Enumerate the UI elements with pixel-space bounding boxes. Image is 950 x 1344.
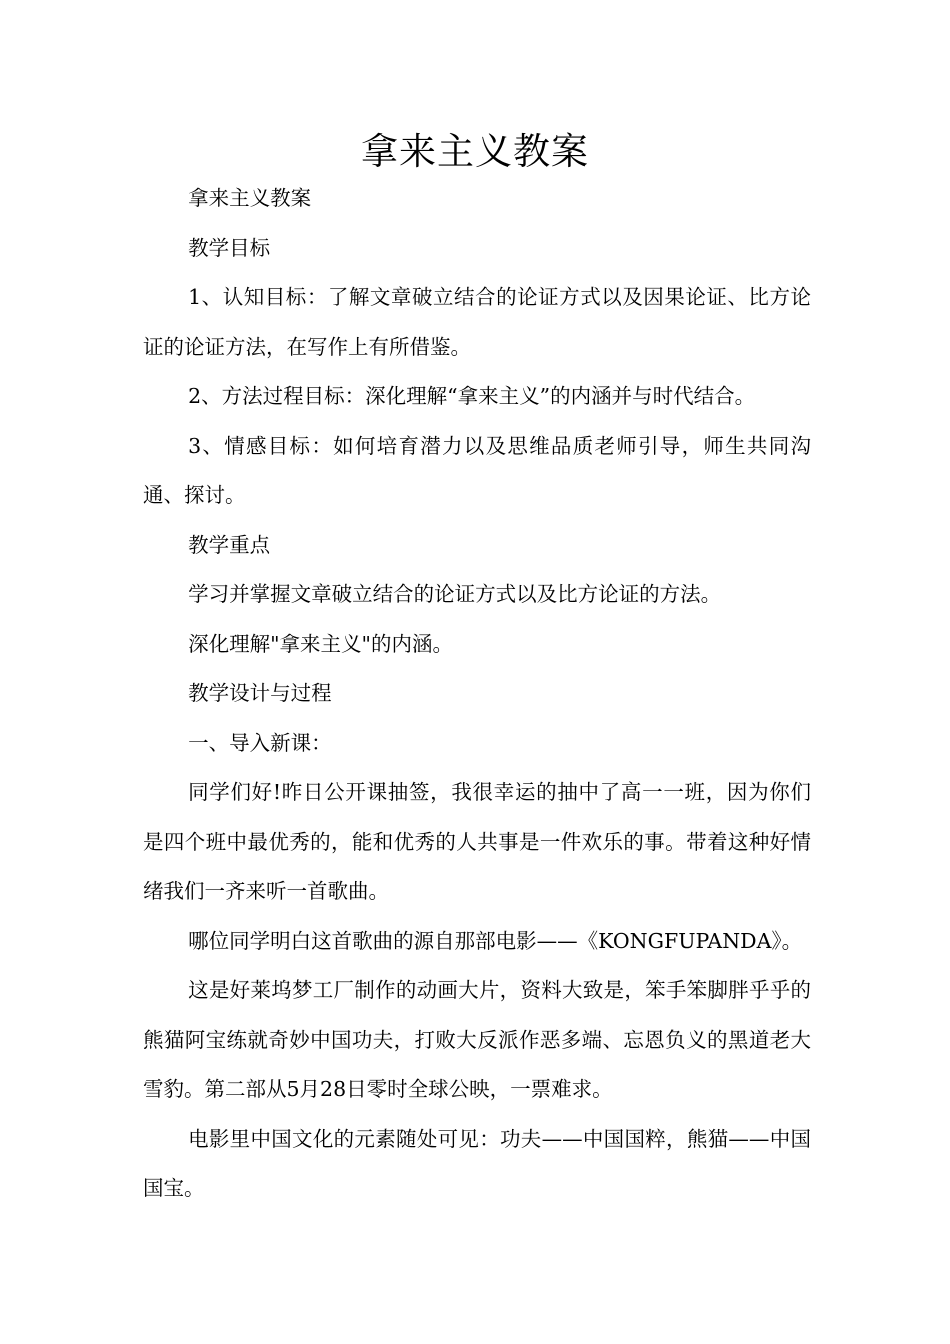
heading-teaching-focus: 教学重点 xyxy=(188,532,271,557)
paragraph-movie-question: 哪位同学明白这首歌曲的源自那部电影——《KONGFUPANDA》。 xyxy=(188,928,803,953)
document-body xyxy=(143,174,811,1214)
paragraph-subtitle: 拿来主义教案 xyxy=(188,186,312,210)
document-title: 拿来主义教案 xyxy=(361,130,589,173)
heading-design-process: 教学设计与过程 xyxy=(188,681,332,705)
paragraph-focus-2: 深化理解"拿来主义"的内涵。 xyxy=(188,631,453,656)
paragraph-chinese-elements: 电影里中国文化的元素随处可见：功夫——中国国粹，熊猫——中国国宝。 xyxy=(143,1126,811,1200)
paragraph-focus-1: 学习并掌握文章破立结合的论证方式以及比方论证的方法。 xyxy=(188,582,722,606)
paragraph-goal-cognitive: 1、认知目标：了解文章破立结合的论证方式以及因果论证、比方论证的论证方法，在写作上有所借鉴。 xyxy=(143,285,811,359)
paragraph-goal-emotion: 3、情感目标：如何培育潜力以及思维品质老师引导，师生共同沟通、探讨。 xyxy=(143,433,811,507)
heading-intro: 一、导入新课： xyxy=(188,730,332,755)
heading-teaching-goals: 教学目标 xyxy=(188,235,271,260)
paragraph-intro-greeting: 同学们好!昨日公开课抽签，我很幸运的抽中了高一一班，因为你们是四个班中最优秀的，能和优秀的人共事是一件欢乐的事。带着这种好情绪我们一齐来听一首歌曲。 xyxy=(143,780,811,903)
paragraph-goal-method: 2、方法过程目标：深化理解“拿来主义”的内涵并与时代结合。 xyxy=(188,384,756,408)
paragraph-movie-description: 这是好莱坞梦工厂制作的动画大片，资料大致是，笨手笨脚胖乎乎的熊猫阿宝练就奇妙中国功夫，打败大反派作恶多端、忘恩负义的黑道老大雪豹。第二部从5月28日零时全球公映，一票难求。 xyxy=(143,978,811,1101)
